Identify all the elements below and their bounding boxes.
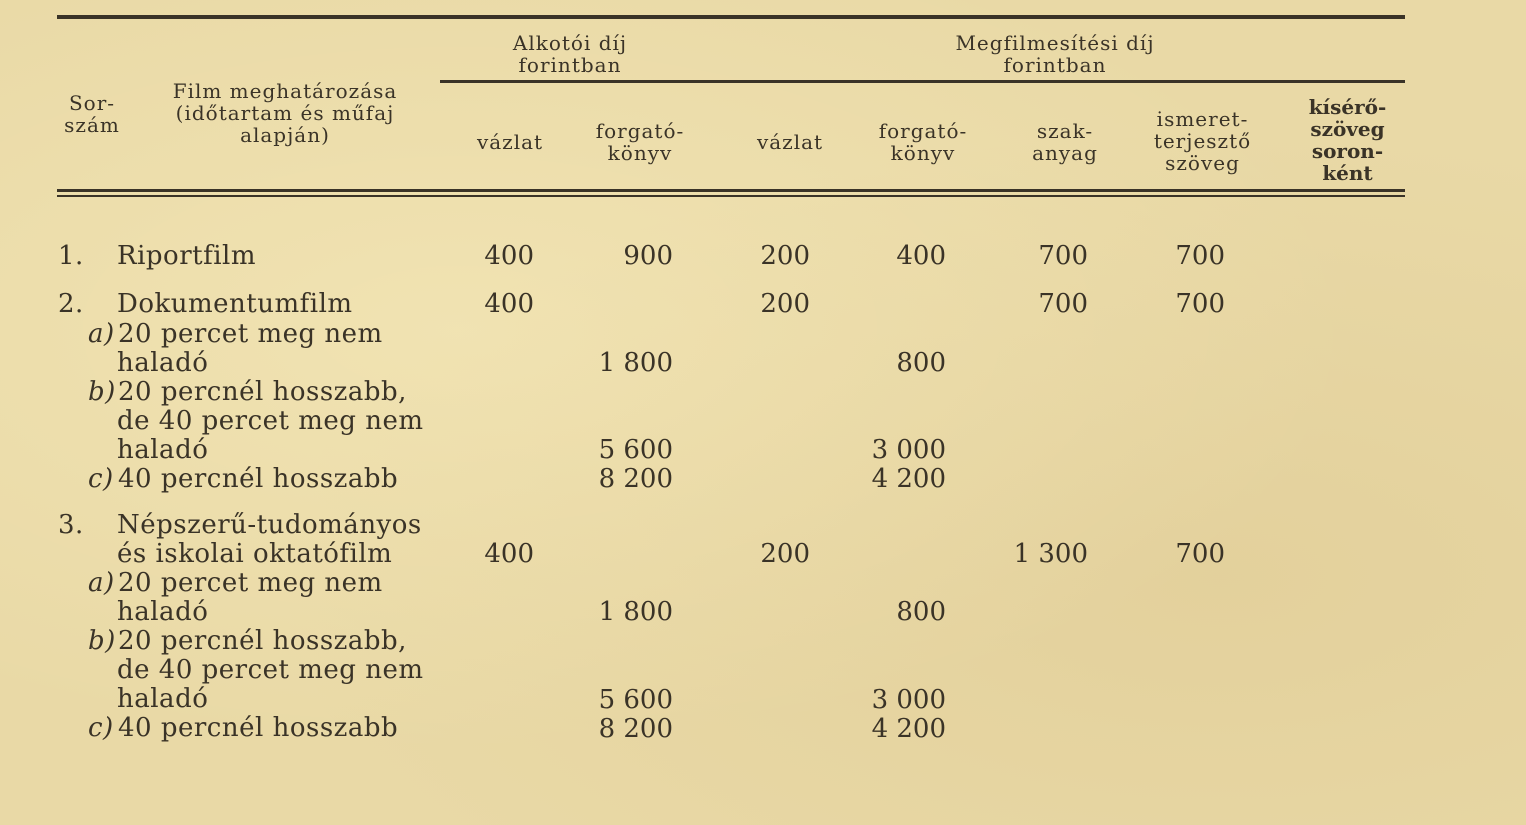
row-1-megfilm-vazlat: 200: [760, 241, 810, 271]
row-3a-alkotoi-forgatokonyv: 1 800: [598, 597, 673, 627]
row-2b-label-2: de 40 percet meg nem: [117, 406, 424, 436]
row-2a-megfilm-forgatokonyv: 800: [896, 348, 946, 378]
row-2b-label-3: haladó: [117, 435, 209, 465]
col-header-forgatokonyv-2: forgató- könyv: [878, 119, 968, 165]
row-2a-letter: a): [88, 319, 115, 349]
row-3a-letter: a): [88, 568, 115, 598]
row-3b-megfilm-forgatokonyv: 3 000: [871, 685, 946, 715]
row-3-ismeretterjeszto: 700: [1175, 539, 1225, 569]
row-2c-alkotoi-forgatokonyv: 8 200: [598, 464, 673, 494]
row-2-megfilm-vazlat: 200: [760, 289, 810, 319]
row-3-label-2: és iskolai oktatófilm: [117, 539, 393, 569]
row-3-megfilm-vazlat: 200: [760, 539, 810, 569]
row-2-label: Dokumentumfilm: [117, 289, 353, 319]
row-2a-label-1: 20 percet meg nem: [118, 319, 383, 349]
header-megfilmesitesi-dij: Megfilmesítési díj forintban: [955, 31, 1155, 77]
row-1-szakanyag: 700: [1038, 241, 1088, 271]
row-3c-label: 40 percnél hosszabb: [118, 713, 399, 743]
top-rule: [57, 15, 1405, 19]
row-1-ismeretterjeszto: 700: [1175, 241, 1225, 271]
row-2c-megfilm-forgatokonyv: 4 200: [871, 464, 946, 494]
row-2-szakanyag: 700: [1038, 289, 1088, 319]
col-header-szakanyag: szak- anyag: [1032, 119, 1098, 165]
row-3a-label-2: haladó: [117, 597, 209, 627]
row-3-label-1: Népszerű-tudományos: [117, 510, 422, 540]
row-1-number: 1.: [58, 241, 84, 271]
header-sorszam: Sor- szám: [64, 91, 120, 137]
row-1-alkotoi-vazlat: 400: [484, 241, 534, 271]
col-header-kiseroszoveg: kísérő- szöveg soron- ként: [1308, 95, 1387, 185]
row-2b-alkotoi-forgatokonyv: 5 600: [598, 435, 673, 465]
row-3c-letter: c): [88, 713, 114, 743]
col-header-vazlat-2: vázlat: [756, 130, 824, 154]
header-bottom-rule-2: [57, 195, 1405, 197]
row-2b-label-1: 20 percnél hosszabb,: [118, 377, 407, 407]
col-header-ismeretterjeszto: ismeret- terjesztő szöveg: [1153, 107, 1252, 175]
row-2b-letter: b): [88, 377, 116, 407]
row-3a-label-1: 20 percet meg nem: [118, 568, 383, 598]
col-header-forgatokonyv-1: forgató- könyv: [595, 119, 685, 165]
row-3b-letter: b): [88, 626, 116, 656]
header-film-definition: Film meghatározása (időtartam és műfaj alapján): [172, 79, 398, 147]
header-bottom-rule: [57, 189, 1405, 192]
row-1-alkotoi-forgatokonyv: 900: [623, 241, 673, 271]
row-3-number: 3.: [58, 510, 84, 540]
row-2c-letter: c): [88, 464, 114, 494]
row-2c-label: 40 percnél hosszabb: [118, 464, 399, 494]
row-3b-label-3: haladó: [117, 684, 209, 714]
row-3c-alkotoi-forgatokonyv: 8 200: [598, 714, 673, 744]
header-alkotoi-dij: Alkotói díj forintban: [512, 31, 628, 77]
group-rule: [440, 80, 1405, 83]
row-2a-alkotoi-forgatokonyv: 1 800: [598, 348, 673, 378]
row-2a-label-2: haladó: [117, 348, 209, 378]
row-2b-megfilm-forgatokonyv: 3 000: [871, 435, 946, 465]
row-3-szakanyag: 1 300: [1013, 539, 1088, 569]
row-3b-alkotoi-forgatokonyv: 5 600: [598, 685, 673, 715]
row-1-megfilm-forgatokonyv: 400: [896, 241, 946, 271]
row-3b-label-2: de 40 percet meg nem: [117, 655, 424, 685]
row-3c-megfilm-forgatokonyv: 4 200: [871, 714, 946, 744]
row-3b-label-1: 20 percnél hosszabb,: [118, 626, 407, 656]
row-2-ismeretterjeszto: 700: [1175, 289, 1225, 319]
row-2-alkotoi-vazlat: 400: [484, 289, 534, 319]
row-3-alkotoi-vazlat: 400: [484, 539, 534, 569]
row-1-label: Riportfilm: [117, 241, 256, 271]
row-2-number: 2.: [58, 289, 84, 319]
row-3a-megfilm-forgatokonyv: 800: [896, 597, 946, 627]
col-header-vazlat-1: vázlat: [476, 130, 544, 154]
